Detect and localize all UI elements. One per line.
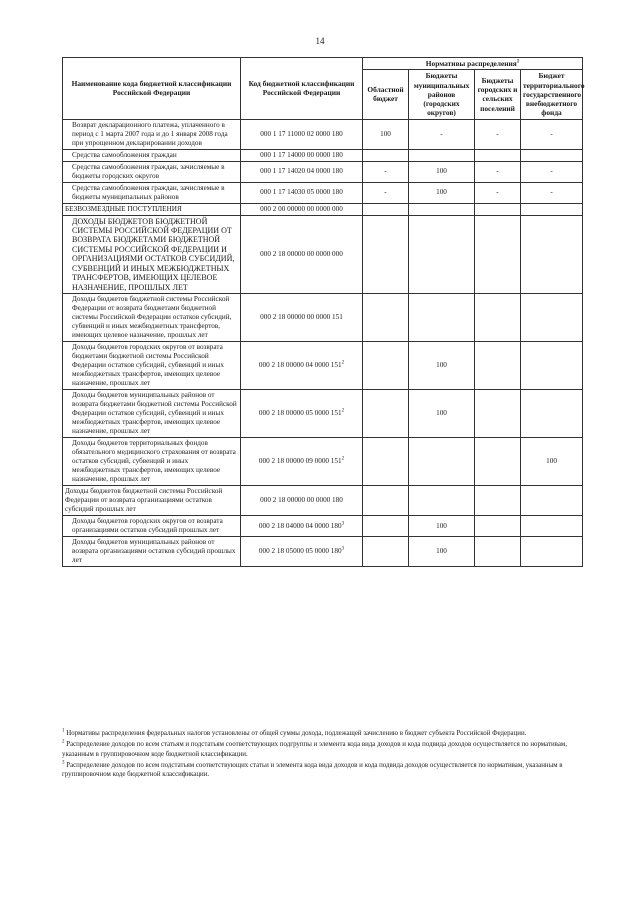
row-settlements — [475, 215, 521, 294]
row-regional — [363, 390, 409, 438]
row-settlements — [475, 486, 521, 516]
footnotes — [62, 729, 590, 782]
row-fund: 100 — [521, 438, 583, 486]
row-municipal — [409, 294, 475, 342]
row-regional: 100 — [363, 119, 409, 149]
row-fund — [521, 203, 583, 215]
footnote-1-sup: 1 — [62, 728, 65, 734]
footnote-1-text: Нормативы распределения федеральных налогов установлены от общей суммы дохода, подлежащей зачислению в бюджет субъекта Российской Федерации. — [66, 730, 527, 737]
table-body — [63, 119, 583, 567]
footnote-3 — [62, 761, 590, 780]
header-municipal-districts: Бюджеты муниципальных районов (городских округов) — [409, 70, 475, 119]
row-settlements — [475, 390, 521, 438]
row-name: ДОХОДЫ БЮДЖЕТОВ БЮДЖЕТНОЙ СИСТЕМЫ РОССИЙСКОЙ ФЕДЕРАЦИИ ОТ ВОЗВРАТА БЮДЖЕТАМИ БЮДЖЕТНОЙ СИСТЕМЫ РОССИЙСКОЙ ФЕДЕРАЦИИ И ОРГАНИЗАЦИЯМИ ОСТАТКОВ СУБСИДИЙ, СУБВЕНЦИЙ И ИНЫХ МЕЖБЮДЖЕТНЫХ ТРАНСФЕРТОВ, ИМЕЮЩИХ ЦЕЛЕВОЕ НАЗНАЧЕНИЕ, ПРОШЛЫХ ЛЕТ — [63, 215, 241, 294]
row-name: Возврат декларационного платежа, уплаченного в период с 1 марта 2007 года и до 1 января 2008 года при упрощенном декларировании доходов — [63, 119, 241, 149]
row-settlements: - — [475, 119, 521, 149]
table-row — [63, 390, 583, 438]
row-regional — [363, 516, 409, 537]
row-fund — [521, 342, 583, 390]
row-code-sup: 2 — [341, 456, 345, 462]
row-regional — [363, 438, 409, 486]
budget-distribution-table — [62, 57, 583, 567]
row-fund: - — [521, 182, 583, 203]
row-code: 000 2 18 05000 05 0000 180 — [258, 547, 342, 555]
header-distribution-group — [363, 58, 583, 70]
row-fund — [521, 294, 583, 342]
header-distribution-sup: 1 — [516, 59, 520, 65]
footnote-3-text: Распределение доходов по всем подстатьям соответствующих статьи и элемента кода вида доходов и кода подвида доходов осуществляется по нормативам, указанным в группировочном коде бюджетной классификации. — [62, 761, 563, 779]
table-row — [63, 203, 583, 215]
row-municipal: 100 — [409, 537, 475, 567]
row-code-cell — [241, 294, 363, 342]
row-code-cell — [241, 537, 363, 567]
table-row — [63, 438, 583, 486]
row-name: Доходы бюджетов городских округов от возврата бюджетами бюджетной системы Российской Федерации остатков субсидий, субвенций и иных межбюджетных трансфертов, имеющих целевое назначение, прошлых лет — [63, 342, 241, 390]
row-name: Доходы бюджетов бюджетной системы Российской Федерации от возврата бюджетами бюджетной системы Российской Федерации остатков субсидий, субвенций и иных межбюджетных трансфертов, имеющих целевое назначение, прошлых лет — [63, 294, 241, 342]
table-row — [63, 486, 583, 516]
row-fund — [521, 390, 583, 438]
row-code: 000 2 18 00000 00 0000 000 — [260, 249, 343, 258]
row-settlements — [475, 294, 521, 342]
row-name: Доходы бюджетов муниципальных районов от возврата бюджетами бюджетной системы Российской Федерации остатков субсидий, субвенций и иных межбюджетных трансфертов, имеющих целевое назначение, прошлых лет — [63, 390, 241, 438]
row-regional: - — [363, 182, 409, 203]
row-fund: - — [521, 119, 583, 149]
row-name: Средства самообложения граждан, зачисляемые в бюджеты городских округов — [63, 161, 241, 182]
row-regional — [363, 342, 409, 390]
row-code: 000 2 18 00000 05 0000 151 — [258, 409, 342, 417]
footnote-1 — [62, 729, 590, 738]
row-settlements — [475, 516, 521, 537]
row-settlements — [475, 203, 521, 215]
row-code: 000 2 18 04000 04 0000 180 — [258, 521, 342, 530]
table-row — [63, 294, 583, 342]
row-municipal: 100 — [409, 161, 475, 182]
row-code-cell — [241, 438, 363, 486]
row-code-cell — [241, 119, 363, 149]
row-name: Средства самообложения граждан — [63, 149, 241, 161]
row-regional — [363, 486, 409, 516]
row-regional: - — [363, 161, 409, 182]
row-code-cell — [241, 342, 363, 390]
row-fund — [521, 516, 583, 537]
row-code: 000 2 18 00000 04 0000 151 — [258, 361, 342, 369]
header-code: Код бюджетной классификации Российской Федерации — [241, 58, 363, 120]
row-municipal: 100 — [409, 182, 475, 203]
row-municipal: 100 — [409, 516, 475, 537]
row-code: 000 1 17 11000 02 0000 180 — [260, 129, 343, 138]
row-code: 000 1 17 14020 04 0000 180 — [260, 167, 343, 175]
table-row — [63, 215, 583, 294]
row-fund — [521, 486, 583, 516]
table-row — [63, 182, 583, 203]
footnote-2-text: Распределение доходов по всем статьям и подстатьям соответствующих подгруппы и элемента кода вида доходов и кода подвида доходов осуществляется по нормативам, указанным в группировочном коде бюджетной классификации. — [62, 741, 567, 758]
row-code: 000 2 18 00000 00 0000 151 — [260, 313, 343, 321]
row-regional — [363, 149, 409, 161]
row-fund — [521, 149, 583, 161]
header-distribution-title: Нормативы распределения — [425, 59, 517, 68]
row-code-cell — [241, 203, 363, 215]
row-name: Доходы бюджетов территориальных фондов обязательного медицинского страхования от возврата остатков субсидий, субвенций и иных межбюджетных трансфертов, имеющих целевое назначение, прошлых лет — [63, 438, 241, 486]
row-settlements — [475, 537, 521, 567]
table-header-row — [63, 58, 583, 70]
row-code-sup: 3 — [341, 521, 345, 527]
table-row — [63, 537, 583, 567]
row-code-cell — [241, 182, 363, 203]
row-settlements — [475, 438, 521, 486]
table-row — [63, 119, 583, 149]
header-name: Наименование кода бюджетной классификации Российской Федерации — [63, 58, 241, 120]
row-municipal: - — [409, 119, 475, 149]
row-settlements: - — [475, 182, 521, 203]
row-name: Средства самообложения граждан, зачисляемые в бюджеты муниципальных районов — [63, 182, 241, 203]
row-code-sup: 2 — [341, 360, 345, 366]
row-regional — [363, 294, 409, 342]
page-number: 14 — [315, 36, 325, 46]
row-code-cell — [241, 486, 363, 516]
row-code: 000 2 18 00000 00 0000 180 — [260, 496, 343, 504]
row-name: Доходы бюджетов городских округов от возврата организациями остатков субсидий прошлых лет — [63, 516, 241, 537]
row-name: БЕЗВОЗМЕЗДНЫЕ ПОСТУПЛЕНИЯ — [63, 203, 241, 215]
row-municipal — [409, 438, 475, 486]
row-code: 000 2 00 00000 00 0000 000 — [260, 204, 343, 213]
row-regional — [363, 537, 409, 567]
row-code-cell — [241, 149, 363, 161]
table-row — [63, 161, 583, 182]
row-regional — [363, 203, 409, 215]
row-code-sup: 2 — [341, 408, 345, 414]
row-code-sup: 3 — [341, 546, 345, 552]
row-name: Доходы бюджетов бюджетной системы Российской Федерации от возврата организациями остатков субсидий прошлых лет — [63, 486, 241, 516]
row-settlements: - — [475, 161, 521, 182]
row-code: 000 1 17 14030 05 0000 180 — [260, 188, 343, 196]
table-row — [63, 516, 583, 537]
header-regional: Областной бюджет — [363, 70, 409, 119]
row-settlements — [475, 342, 521, 390]
row-municipal — [409, 149, 475, 161]
row-code: 000 1 17 14000 00 0000 180 — [260, 150, 343, 159]
row-municipal: 100 — [409, 390, 475, 438]
row-municipal — [409, 215, 475, 294]
row-fund — [521, 537, 583, 567]
header-settlements: Бюджеты городских и сельских поселений — [475, 70, 521, 119]
footnote-3-sup: 3 — [62, 760, 65, 766]
row-settlements — [475, 149, 521, 161]
row-municipal — [409, 486, 475, 516]
row-fund: - — [521, 161, 583, 182]
row-municipal — [409, 203, 475, 215]
table-row — [63, 149, 583, 161]
row-code-cell — [241, 516, 363, 537]
table-row — [63, 342, 583, 390]
row-code: 000 2 18 00000 09 0000 151 — [258, 457, 342, 465]
header-territorial-fund: Бюджет территориального государственного внебюджетного фонда — [521, 70, 583, 119]
row-code-cell — [241, 390, 363, 438]
footnote-2 — [62, 740, 590, 759]
row-fund — [521, 215, 583, 294]
row-code-cell — [241, 161, 363, 182]
footnote-2-sup: 2 — [62, 740, 65, 746]
row-regional — [363, 215, 409, 294]
row-code-cell — [241, 215, 363, 294]
row-name: Доходы бюджетов муниципальных районов от возврата организациями остатков субсидий прошлых лет — [63, 537, 241, 567]
row-municipal: 100 — [409, 342, 475, 390]
